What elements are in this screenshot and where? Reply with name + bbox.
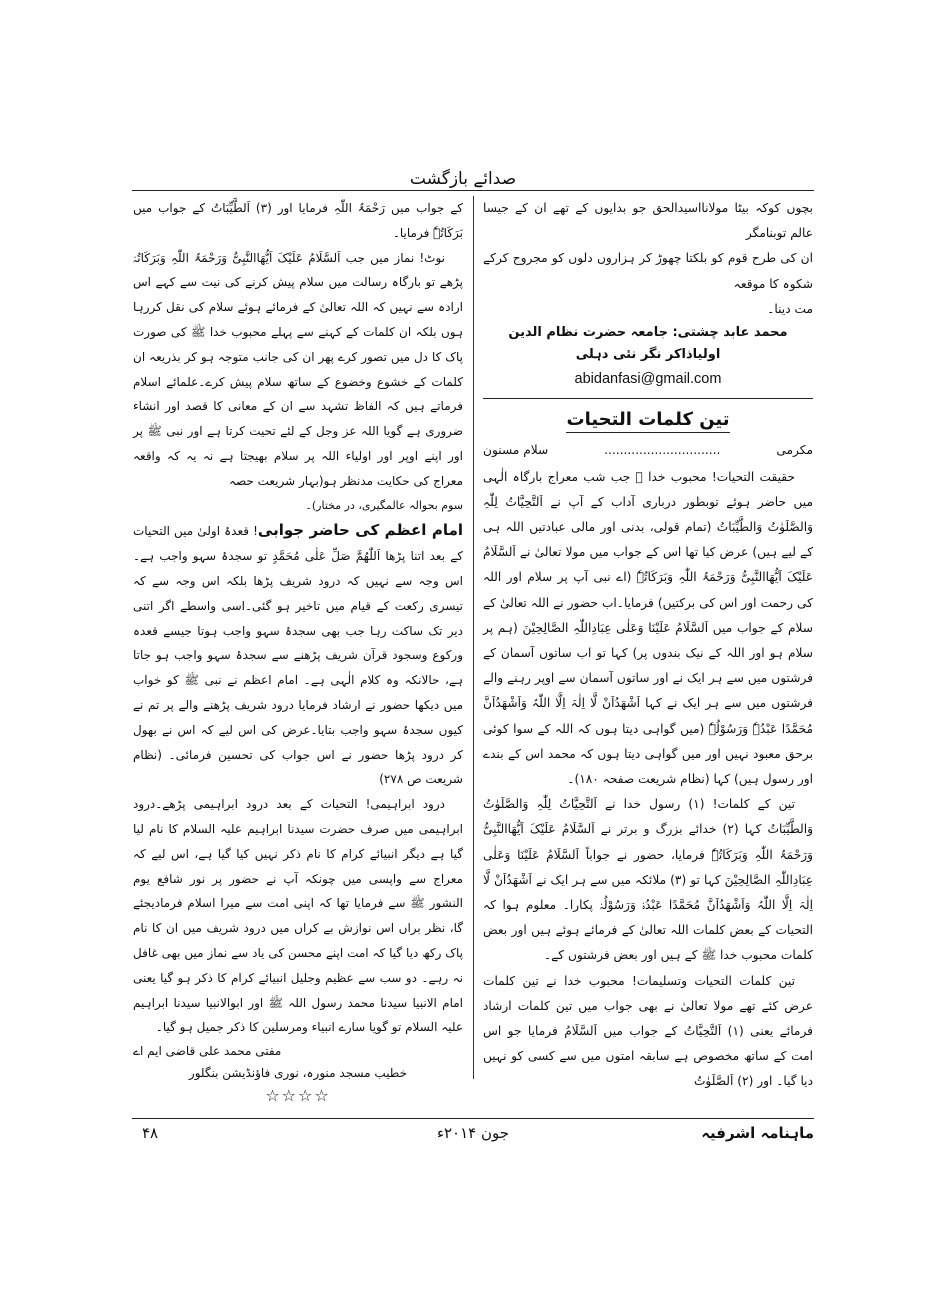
note-paragraph: نوٹ! نماز میں جب اَلسَّلَامُ عَلَیْکَ اَیُّھَاالنَّبِیُّ وَرَحْمَۃُ اللّٰہِ وَبَرَکَاتُہٗ پڑھے تو بارگاہ رسالت میں سلام پیش کرنے کی نیت سے کہے اس ارادہ سے نہیں کہ اللہ تعالیٰ کے فرمائے ہوئے سلام کی نقل کررہا ہوں بلکہ ان کلمات کے کہنے سے پہلے محبوب خدا ﷺ کی صورت پاک کا دل میں تصور کرے پھر ان کی جانب متوجہ ہو کر بذریعہ ان کلمات کے خشوع وخضوع کے ساتھ سلام پیش کرے۔علمائے اسلام فرماتے ہیں کہ الفاظ تشہد سے ان کے معانی کا قصد اور انشاء ضروری ہے گویا اللہ عز وجل کے لئے تحیت کرتا ہے اور نبی ﷺ پر اور اپنے اوپر اور اولیاء اللہ پر سلام بھیجتا ہے نہ یہ کہ واقعہ معراج کی حکایت مدنظر ہو(بہار شریعت حصہ <box>133 250 463 488</box>
letter-signature: محمد عابد چشتی: جامعہ حضرت نظام الدین اولیاذاکر نگر نئی دہلی <box>508 325 788 363</box>
article-paragraph-4: کے جواب میں رَحْمَۃُ اللّٰہِ فرمایا اور (۳) اَلطَّیِّبَاتُ کے جواب میں بَرَکَاتُہٗ فرمایا۔ <box>133 201 463 240</box>
note-reference: سوم بحوالہ عالمگیری، در مختار)۔ <box>305 498 463 512</box>
page-number: ۴۸ <box>142 1124 159 1142</box>
imam-azam-subhead: امام اعظم کی حاضر جوابی <box>257 521 463 540</box>
issue-date: جون ۲۰۱۴ء <box>436 1124 510 1142</box>
magazine-name: ماہنامہ اشرفیہ <box>701 1124 814 1142</box>
author-name: مفتی محمد علی قاضی ایم اے <box>133 1044 282 1059</box>
column-divider <box>473 196 474 1079</box>
salutation-greeting: سلام مسنون <box>483 443 549 458</box>
running-header: صدائے بازگشت <box>409 169 517 189</box>
salutation-dots: .............................. <box>604 443 721 458</box>
section-title <box>483 403 813 437</box>
intro-line-1: بچوں کوکہ بیٹا مولانااسیدالحق جو بدایوں کے تھے ان کے جیسا عالم توبنامگر <box>483 201 813 241</box>
article-paragraph-3: تین کلمات التحیات وتسلیمات! محبوب خدا نے تین کلمات عرض کئے تھے مولا تعالیٰ نے بھی جواب میں تین کلمات ارشاد فرمائے یعنی (۱) اَلتَّحِیَّاتُ کے جواب میں اَلسَّلَامُ فرمایا جو اس امت کے ساتھ مخصوص ہے سابقہ امتوں میں سے کسی کو نہیں دیا گیا۔ اور (۲) اَلصَّلَوٰتُ <box>483 973 814 1089</box>
right-column <box>483 196 813 1095</box>
author-email: abidanfasi@gmail.com <box>574 371 722 388</box>
left-column <box>133 196 463 1109</box>
section-title-text: تین کلمات التحیات <box>566 409 729 433</box>
salutation-line <box>483 437 813 465</box>
durood-ibrahimi-paragraph: درود ابراہیمی! التحیات کے بعد درود ابراہیمی پڑھے۔درود ابراہیمی میں صرف حضرت سیدنا ابراہیم علیہ السلام کا نام لیا گیا ہے دیگر انبیائے کرام کا نام ذکر نہیں کیا گیا ہے، اس لیے کہ معراج سے واپسی میں چونکہ آپ نے حضور پر نور شافع یوم النشور ﷺ سے فرمایا تھا کہ اپنی امت سے میرا اسلام فرمادیجئے گا، نظر براں اس نوازش بے کراں میں درود شریف میں ان کا نام پاک رکھ دیا گیا کہ امت اپنے محسن کی یاد سے نماز میں بھی غافل نہ رہے۔ دو سب سے عظیم وجلیل انبیائے کرام کا ذکر ہو گیا یعنی امام الانبیا سیدنا محمد رسول اللہ ﷺ اور ابوالانبیا سیدنا ابراہیم علیہ السلام تو گویا سارے انبیاء ومرسلین کا ذکر جمیل ہو گیا۔ <box>133 797 463 1035</box>
article-paragraph-1: حقیقت التحیات! محبوب خدا ﷺ جب شب معراج بارگاہ الٰہی میں حاضر ہوئے توبطور درباری آداب کے آپ نے اَلتَّحِیَّاتُ لِلّٰہِ وَالصَّلَوٰتُ وَالطَّیِّبَاتُ (تمام قولی، بدنی اور مالی عبادتیں اللہ ہی کے لیے ہیں) عرض کیا تھا اس کے جواب میں مولا تعالیٰ نے اَلسَّلَامُ عَلَیْکَ اَیُّھَاالنَّبِیُّ وَرَحْمَۃُ اللّٰہِ وَبَرَکَاتُہٗ (اے نبی آپ پر سلام اور اللہ کی رحمت اور اس کی برکتیں) فرمایا۔اب حضور نے اللہ تعالیٰ کے سلام کے جواب میں اَلسَّلَامُ عَلَیْنَا وَعَلٰی عِبَادِاللّٰہِ الصَّالِحِیْنَ (ہم پر سلام ہو اور اللہ کے نیک بندوں پر) کہا تو اب ساتوں آسمان کے فرشتوں میں سے ہر ایک نے اور ساتوں آسمان سے اوپر رہنے والے فرشتوں میں سے ہر ایک نے کہا اَشْھَدُاَنْ لَّا اِلٰہَ اِلَّا اللّٰہُ وَاَشْھَدُاَنَّ مُحَمَّدًا عَبْدُہٗ وَرَسُوْلُہٗ (میں گواہی دیتا ہوں کہ اللہ کے سوا کوئی برحق معبود نہیں اور میں گواہی دیتا ہوں کہ محمد اس کے بندے اور رسول ہیں) کہا (نظام شریعت صفحہ ۱۸۰)۔ <box>483 469 813 787</box>
end-stars: ☆☆☆☆ <box>265 1086 331 1106</box>
article-paragraph-2: تین کے کلمات! (۱) رسول خدا نے اَلتَّحِیَّاتُ لِلّٰہِ وَالصَّلَوٰتُ وَالطَّیِّبَاتُ کہا (۲) خدائے بزرگ و برتر نے اَلسَّلَامُ عَلَیْکَ اَیُّھَاالنَّبِیُّ وَرَحْمَۃُ اللّٰہِ وَبَرَکَاتُہٗ فرمایا، حضور نے جواباً اَلسَّلَامُ عَلَیْنَا وَعَلٰی عِبَادِاللّٰہِ الصَّالِحِیْنَ کہا تو (۳) ملائکہ میں سے ہر ایک نے اَشْھَدُاَنْ لَّا اِلٰہَ اِلَّا اللّٰہُ وَاَشْھَدُاَنَّ مُحَمَّدًا عَبْدُہٗ وَرَسُوْلُہٗ پکارا۔ معلوم ہوا کہ التحیات کے بعض کلمات اللہ تعالیٰ کے فرمائے ہوئے ہیں اور بعض کلمات محبوب خدا ﷺ کے ہیں اور بعض فرشتوں کے۔ <box>483 797 813 963</box>
intro-line-3: مت دینا۔ <box>767 301 813 316</box>
section-rule <box>483 398 813 399</box>
header-rule <box>132 190 814 191</box>
imam-azam-text: ! قعدۂ اولیٰ میں التحیات کے بعد اتنا پڑھا اَللّٰھُمَّ صَلِّ عَلٰی مُحَمَّدٍ تو سجدۂ سہو واجب ہے۔اس وجہ سے نہیں کہ درود شریف پڑھا بلکہ اس وجہ سے کہ تیسری رکعت کے قیام میں تاخیر ہو گئی۔اسی واسطے اگر اتنی دیر تک ساکت رہا جب بھی سجدۂ سہو واجب ہوتا جیسے قعدہ ورکوع وسجود قرآن شریف پڑھنے سے سجدۂ سہو واجب ہو جاتا ہے، حالانکہ وہ کلام الٰہی ہے۔ امام اعظم نے نبی ﷺ کو خواب میں دیکھا حضور نے ارشاد فرمایا درود شریف پڑھنے والے پر تم نے کیوں سجدۂ سہو واجب بتایا۔عرض کی اس لیے کہ اس نے بھول کر درود پڑھا حضور نے اس جواب کی تحسین فرمائی۔ (نظام شریعت ص ۲۷۸) <box>133 524 463 787</box>
salutation-addressee: مکرمی <box>776 443 813 458</box>
imam-azam-paragraph <box>133 518 463 792</box>
footer-rule <box>132 1118 814 1119</box>
author-title: خطیب مسجد منورہ، نوری فاؤنڈیشن بنگلور <box>188 1066 408 1081</box>
intro-line-2: ان کی طرح قوم کو بلکتا چھوڑ کر ہزاروں دلوں کو مجروح کرکے شکوہ کا موقعہ <box>483 251 813 291</box>
